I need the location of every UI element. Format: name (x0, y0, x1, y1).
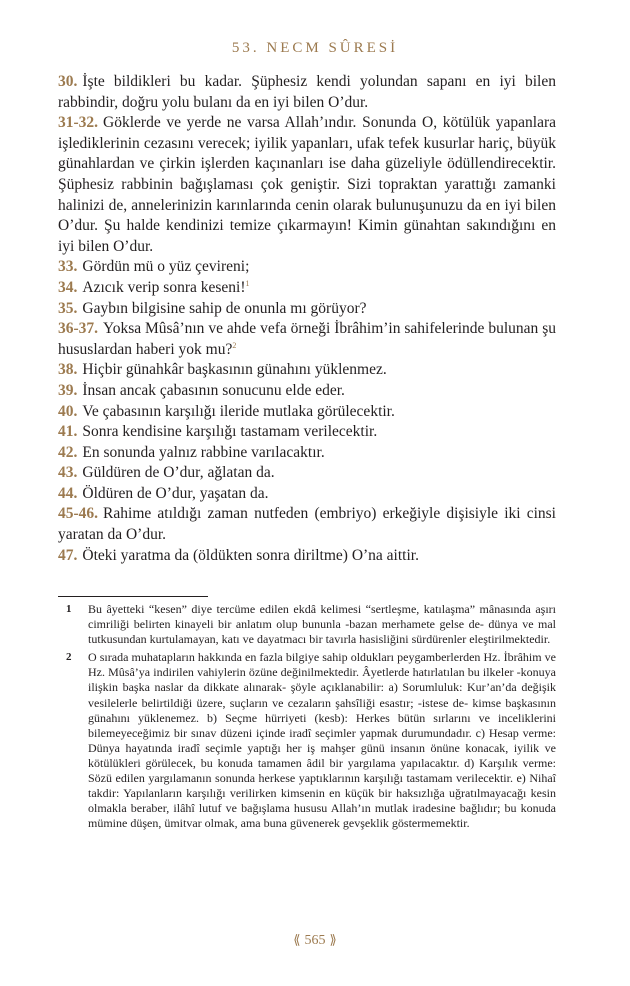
verse-number: 41. (58, 423, 78, 441)
verse (58, 299, 556, 320)
footnote-text: Bu âyetteki “kesen” diye tercüme edilen ekdâ kelimesi “sertleşme, katılaşma” mânasında aşırı cimriliği belirten kinayeli bir anlatım olup bununla -bazan merhamete gelse de- dünya ve mal tutkusundan kurtulamayan, katı ve dayatmacı bir tavırla hasisliğini sürdürenler eleştirilmektedir. (88, 602, 556, 647)
verse-text: Sonra kendisine karşılığı tastamam verilecektir. (82, 423, 378, 441)
verse-text: Güldüren de O’dur, ağlatan da. (82, 464, 275, 482)
footnote-reference[interactable]: 2 (232, 340, 237, 350)
verse (58, 257, 556, 278)
verse (58, 402, 556, 423)
page-number: 565 (304, 933, 326, 948)
right-ornament-icon: ⟫ (329, 932, 337, 947)
verse (58, 443, 556, 464)
verse-number: 35. (58, 299, 78, 317)
verse (58, 422, 556, 443)
verse-number: 39. (58, 381, 78, 399)
verse-text: En sonunda yalnız rabbine varılacaktır. (82, 443, 325, 461)
verse (58, 546, 556, 567)
verse-text: Öteki yaratma da (öldükten sonra diriltme) O’na aittir. (82, 546, 419, 564)
verse (58, 319, 556, 360)
left-ornament-icon: ⟪ (293, 932, 301, 947)
verse-number: 43. (58, 464, 78, 482)
verse-number: 44. (58, 484, 78, 502)
verse-text: Göklerde ve yerde ne varsa Allah’ındır. Sonunda O, kötülük yapanlara işlediklerinin cezasını verecek; iyilik yapanları, ufak tefek kusurlar hariç, büyük günahlardan ve çirkin işlerden kaçınanları ise daha güzeliyle ödüllendirecektir. Şüphesiz rabbinin bağışlaması çok geniştir. Sizi topraktan yarattığı zamanki halinizi de, annelerinizin karınlarında cenin olarak bulunuşunuzu da en iyi bilen O’dur. Şu halde kendinizi temize çıkarmayın! Kimin günahtan sakındığını en iyi bilen O’dur. (58, 114, 556, 255)
footnote (58, 602, 556, 647)
verse-number: 42. (58, 443, 78, 461)
verse (58, 484, 556, 505)
verse (58, 360, 556, 381)
verse-number: 34. (58, 278, 78, 296)
verse-number: 40. (58, 402, 78, 420)
verse-number: 38. (58, 361, 78, 379)
footnote (58, 650, 556, 831)
verse-number: 33. (58, 258, 78, 276)
footnote-text: O sırada muhatapların hakkında en fazla bilgiye sahip oldukları peygamberlerden Hz. İbrâhim ve Hz. Mûsâ’ya indirilen vahiylerin özüne değinilmektedir. Âyetlerde hatırlatılan bu ilkeler -konuya ilişkin başka naslar da dikkate alınarak- şöyle açıklanabilir: a) Sorumluluk: Kur’an’da değişik vesilelerle belirtildiği üzere, suçların ve cezaların şahsîliği esastır; -istese de- kimse başkasının günahını yüklenemez. b) Seçme hürriyeti (kesb): Herkes bütün sırlarını ve inceliklerini bilemeyeceğimiz bir sınav düzeni içinde iradî seçimler yapmak durumundadır. c) Hesap verme: Dünya hayatında iradî seçimle yaptığı her iş mahşer günü insanın önüne konacak, iyilik ve kötülükleri görülecek, bu konuda tamamen âdil bir yargılama yapılacaktır. d) Karşılık verme: Sözü edilen yargılamanın sonunda herkese yaptıklarının karşılığı tastamam verilecektir. e) Nihaî takdir: Yapılanların karşılığı verilirken kimsenin en küçük bir haksızlığa uğratılmayacağı kesin olmakla beraber, ilâhî lutuf ve bağışlama hususu Allah’ın mutlak iradesine bağlıdır; bu konuda mümine düşen, ümitvar olmak, ama buna güvenerek gevşeklik göstermemektir. (88, 650, 556, 831)
verse (58, 381, 556, 402)
verse-text: Hiçbir günahkâr başkasının günahını yüklenmez. (82, 361, 387, 379)
verse-text: Ve çabasının karşılığı ileride mutlaka görülecektir. (82, 402, 395, 420)
page-footer (0, 932, 630, 949)
verse-number: 45-46. (58, 505, 99, 523)
verse-text: Öldüren de O’dur, yaşatan da. (82, 484, 269, 502)
verse-text: Gördün mü o yüz çevireni; (82, 258, 250, 276)
footnote-separator (58, 596, 208, 597)
verse-text: Azıcık verip sonra keseni! (82, 278, 246, 296)
verse-number: 31-32. (58, 114, 99, 132)
verse-number: 36-37. (58, 320, 99, 338)
verse (58, 463, 556, 484)
verse (58, 72, 556, 113)
verse (58, 278, 556, 299)
footnote-reference[interactable]: 1 (245, 278, 250, 288)
verse-text: Rahime atıldığı zaman nutfeden (embriyo) erkeğiyle dişisiyle iki cinsi yaratan da O’dur. (58, 505, 556, 544)
footnote-number: 2 (66, 651, 72, 664)
verse-list (58, 72, 556, 566)
footnote-number: 1 (66, 603, 72, 615)
verse-number: 30. (58, 73, 78, 90)
verse-number: 47. (58, 546, 78, 564)
verse-text: İnsan ancak çabasının sonucunu elde eder. (82, 381, 345, 399)
footnote-list (58, 602, 556, 834)
verse (58, 504, 556, 545)
verse-text: Yoksa Mûsâ’nın ve ahde vefa örneği İbrâhim’in sahifelerinde bulunan şu hususlardan haberi yok mu? (58, 320, 556, 358)
verse-text: Gaybın bilgisine sahip de onunla mı görüyor? (82, 299, 367, 317)
verse (58, 113, 556, 257)
verse-text: İşte bildikleri bu kadar. Şüphesiz kendi yolundan sapanı en iyi bilen rabbindir, doğru yolu bulanı da en iyi bilen O’dur. (58, 73, 556, 111)
page-header: 53. NECM SÛRESİ (231, 40, 399, 56)
